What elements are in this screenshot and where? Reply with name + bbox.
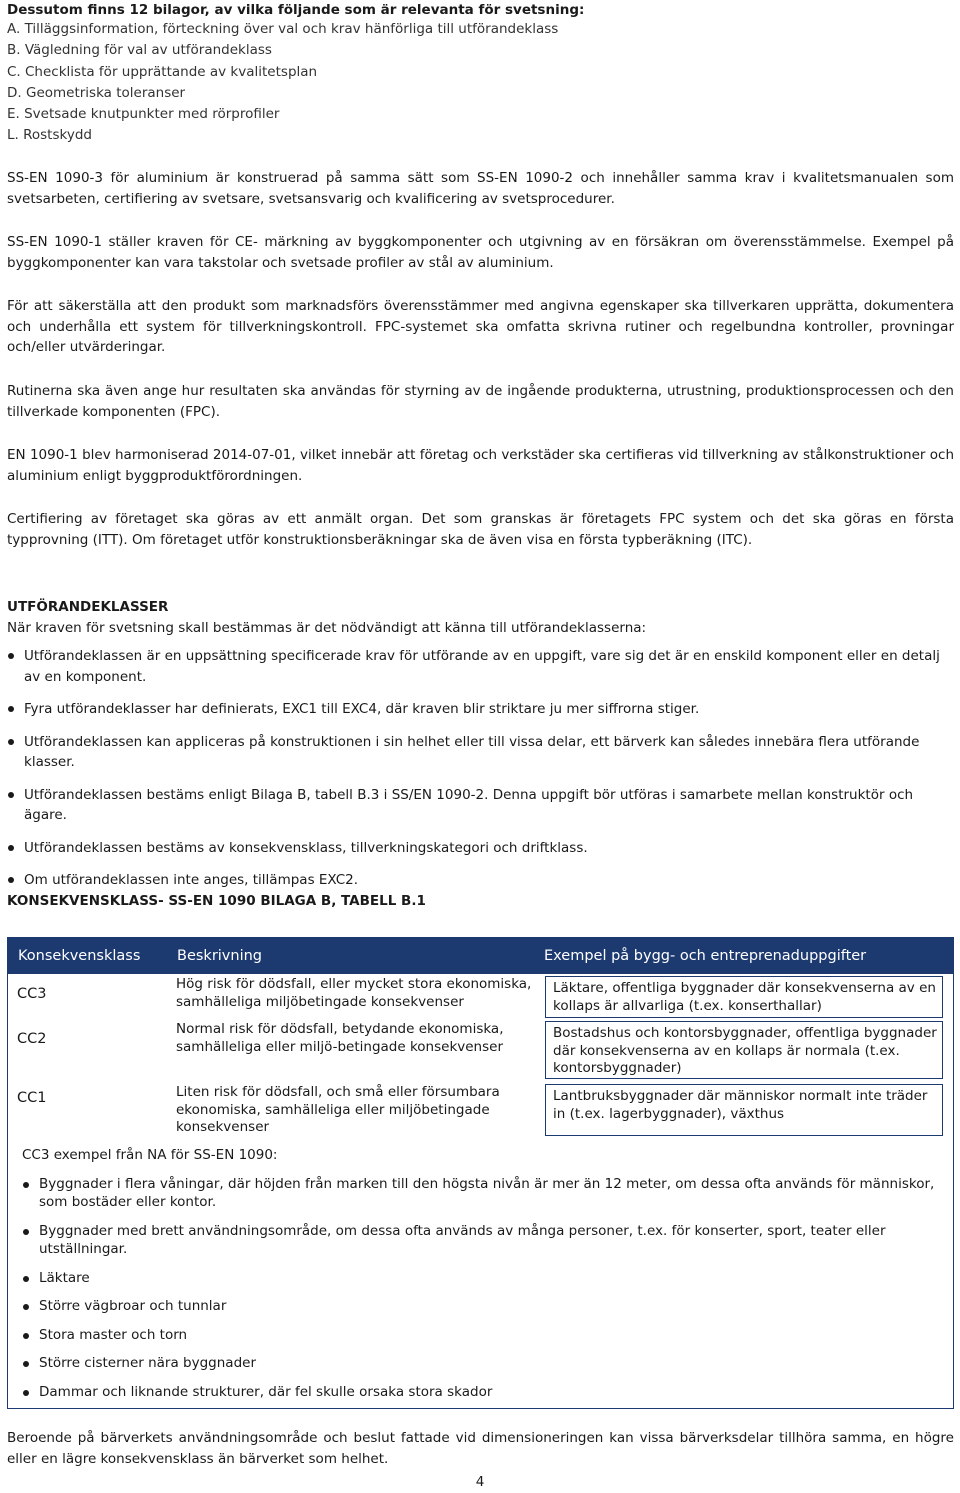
list-item: Utförandeklassen är en uppsättning specificerade krav för utförande av en uppgift, vare sig det är en enskild komponent eller en detalj av en komponent. — [7, 646, 954, 687]
table-cell-description: Normal risk för dödsfall, betydande ekonomiska, samhälleliga eller miljö-betingade konsekvenser — [176, 1021, 504, 1055]
table-cell-class: CC1 — [17, 1090, 47, 1106]
list-item: Byggnader med brett användningsområde, om dessa ofta används av många personer, t.ex. för konserter, sport, teater eller utställningar. — [22, 1222, 937, 1259]
cc3-examples — [22, 1146, 937, 1411]
bullet-icon — [23, 1276, 29, 1282]
table-cell-example: Lantbruksbyggnader där människor normalt inte träder in (t.ex. lagerbyggnader), växthus — [545, 1084, 943, 1136]
list-item: Fyra utförandeklasser har definierats, EXC1 till EXC4, där kraven blir striktare ju mer siffrorna stiger. — [7, 699, 954, 720]
list-item: Om utförandeklassen inte anges, tillämpas EXC2. — [7, 870, 954, 891]
column-header-description: Beskrivning — [177, 948, 263, 964]
table-cell-class: CC3 — [17, 986, 47, 1002]
consequence-class-heading: KONSEKVENSKLASS- SS-EN 1090 BILAGA B, TABELL B.1 — [7, 893, 426, 909]
execution-classes-heading: UTFÖRANDEKLASSER — [7, 599, 169, 615]
bullet-icon — [8, 877, 14, 883]
cc3-examples-title: CC3 exempel från NA för SS-EN 1090: — [22, 1147, 278, 1163]
paragraph-routines: Rutinerna ska även ange hur resultaten ska användas för styrning av de ingående produkterna, utrustning, produktionsprocessen och den tillverkade komponenten (FPC). — [7, 383, 954, 420]
annex-list — [7, 19, 954, 147]
paragraph-fpc: För att säkerställa att den produkt som marknadsförs överensstämmer med angivna egenskaper ska tillverkaren upprätta, dokumentera och underhålla ett system för tillverkningskontroll. FPC-systemet ska omfatta skrivna rutiner och regelbundna kontroller, provningar och/eller utvärderingar. — [7, 298, 954, 355]
bullet-icon — [8, 739, 14, 745]
bullet-icon — [23, 1229, 29, 1235]
page-number: 4 — [475, 1474, 485, 1490]
table-cell-description: Hög risk för dödsfall, eller mycket stora ekonomiska, samhälleliga miljöbetingade konsekvenser — [176, 976, 532, 1010]
list-item: Läktare — [22, 1269, 937, 1288]
annex-item: E. Svetsade knutpunkter med rörprofiler — [7, 106, 280, 123]
list-item: Större vägbroar och tunnlar — [22, 1297, 937, 1316]
column-header-class: Konsekvensklass — [18, 948, 141, 964]
list-item: Utförandeklassen kan appliceras på konstruktionen i sin helhet eller till vissa delar, ett bärverk kan således innebära flera utförande klasser. — [7, 732, 954, 773]
bullet-icon — [23, 1182, 29, 1188]
annex-intro-heading: Dessutom finns 12 bilagor, av vilka följande som är relevanta för svetsning: — [7, 2, 585, 18]
annex-item: L. Rostskydd — [7, 127, 92, 144]
column-header-examples: Exempel på bygg- och entreprenaduppgifter — [544, 948, 867, 964]
bullet-icon — [23, 1390, 29, 1396]
bullet-icon — [8, 653, 14, 659]
list-item: Utförandeklassen bestäms enligt Bilaga B, tabell B.3 i SS/EN 1090-2. Denna uppgift bör utföras i samarbete mellan konstruktör och ägare. — [7, 785, 954, 826]
list-item: Byggnader i flera våningar, där höjden från marken till den högsta nivån är mer än 12 meter, om dessa ofta används för människor, som bostäder eller kontor. — [22, 1175, 937, 1212]
closing-paragraph: Beroende på bärverkets användningsområde och beslut fattade vid dimensioneringen kan vissa bärverksdelar tillhöra samma, en högre eller en lägre konsekvensklass än bärverket som helhet. — [7, 1430, 954, 1467]
bullet-icon — [23, 1361, 29, 1367]
table-cell-description: Liten risk för dödsfall, och små eller försumbara ekonomiska, samhälleliga eller miljöbetingade konsekvenser — [176, 1084, 500, 1135]
table-cell-example: Läktare, offentliga byggnader där konsekvenserna av en kollaps är allvarliga (t.ex. konserthallar) — [545, 976, 943, 1018]
bullet-icon — [8, 706, 14, 712]
paragraph-certification: Certifiering av företaget ska göras av ett anmält organ. Det som granskas är företagets FPC system och det ska göras en första typprovning (ITT). Om företaget utför konstruktionsberäkningar ska de även visa en första typberäkning (ITC). — [7, 511, 954, 548]
paragraph-ssen-1090-3: SS-EN 1090-3 för aluminium är konstruerad på samma sätt som SS-EN 1090-2 och innehåller samma krav i kvalitetsmanualen som svetsarbeten, certifiering av svetsare, svetsansvarig och kvalificering av svetsprocedurer. — [7, 170, 954, 207]
annex-item: A. Tilläggsinformation, förteckning över val och krav hänförliga till utförandeklass — [7, 21, 559, 37]
paragraph-ssen-1090-1: SS-EN 1090-1 ställer kraven för CE- märkning av byggkomponenter och utgivning av en försäkran om överensstämmelse. Exempel på byggkomponenter kan vara takstolar och svetsade profiler av stål av aluminium. — [7, 234, 954, 271]
bullet-icon — [23, 1333, 29, 1339]
table-cell-class: CC2 — [17, 1031, 47, 1047]
annex-item: B. Vägledning för val av utförandeklass — [7, 42, 272, 59]
annex-item: C. Checklista för upprättande av kvalitetsplan — [7, 63, 318, 80]
bullet-icon — [23, 1304, 29, 1310]
bullet-icon — [8, 792, 14, 798]
cc3-examples-list — [22, 1175, 937, 1402]
table-header — [8, 938, 953, 974]
paragraph-harmonized: EN 1090-1 blev harmoniserad 2014-07-01, vilket innebär att företag och verkstäder ska certifieras vid tillverkning av stålkonstruktioner och aluminium enligt byggproduktförordningen. — [7, 447, 954, 484]
list-item: Utförandeklassen bestäms av konsekvensklass, tillverkningskategori och driftklass. — [7, 838, 954, 859]
execution-classes-list — [7, 646, 954, 891]
list-item: Stora master och torn — [22, 1326, 937, 1345]
execution-classes-lead: När kraven för svetsning skall bestämmas är det nödvändigt att känna till utförandeklasserna: — [7, 620, 647, 636]
consequence-class-table — [7, 937, 954, 1409]
list-item: Dammar och liknande strukturer, där fel skulle orsaka stora skador — [22, 1383, 937, 1402]
list-item: Större cisterner nära byggnader — [22, 1354, 937, 1373]
table-cell-example: Bostadshus och kontorsbyggnader, offentliga byggnader där konsekvenserna av en kollaps är normala (t.ex. kontorsbyggnader) — [545, 1021, 943, 1079]
bullet-icon — [8, 845, 14, 851]
annex-item: D. Geometriska toleranser — [7, 84, 186, 101]
